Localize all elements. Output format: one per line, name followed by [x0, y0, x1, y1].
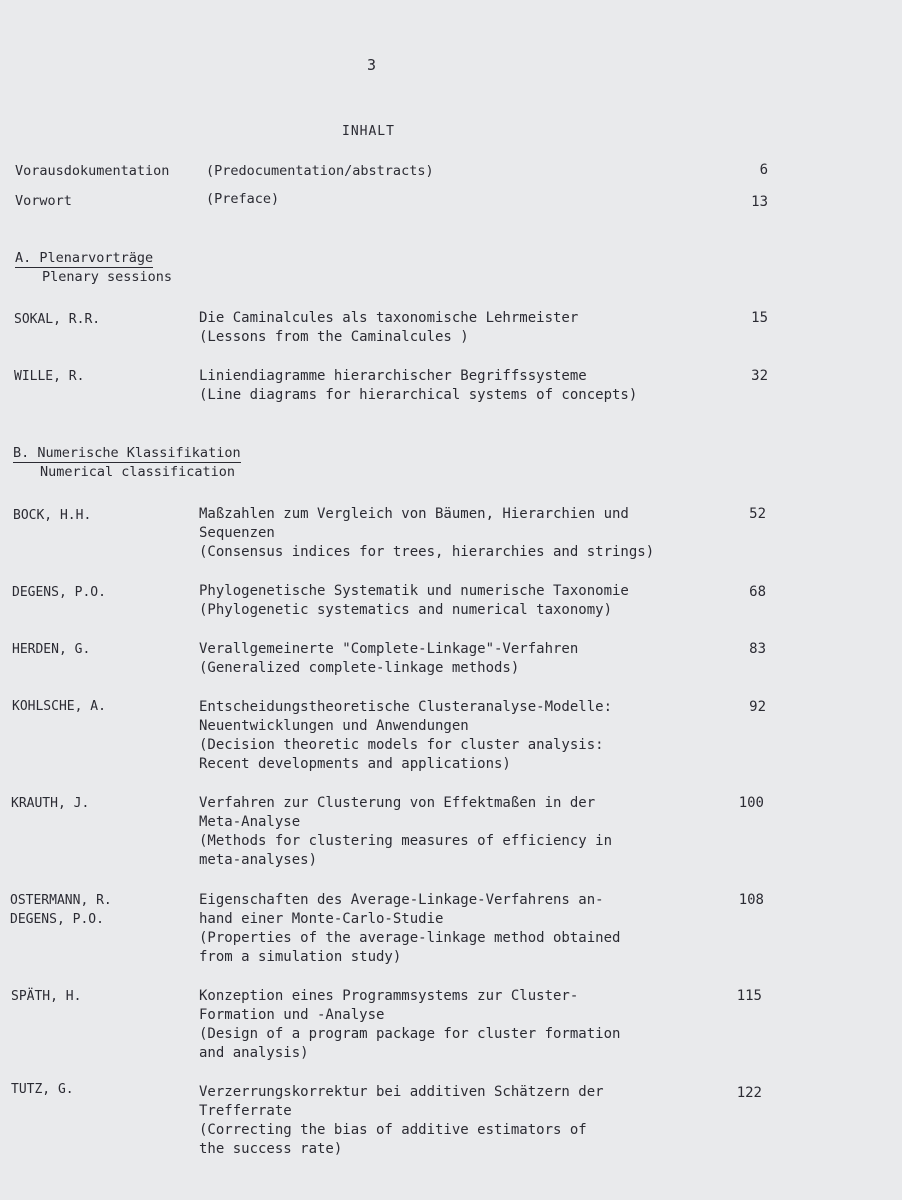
entry-title: [199, 891, 620, 967]
title-line: Liniendiagramme hierarchischer Begriffssysteme: [199, 368, 587, 384]
section-subtitle: Plenary sessions: [42, 269, 173, 285]
title-line: hand einer Monte-Carlo-Studie: [199, 911, 444, 927]
entry-author: SOKAL, R.R.: [14, 312, 101, 327]
section-title: B. Numerische Klassifikation: [13, 445, 241, 461]
title-line: (Methods for clustering measures of efficiency in: [199, 833, 613, 849]
title-line: Konzeption eines Programmsystems zur Cluster-: [199, 988, 579, 1004]
toc-front-de: Vorausdokumentation: [15, 163, 170, 179]
entry-author: BOCK, H.H.: [13, 508, 92, 523]
entry-author: KRAUTH, J.: [11, 796, 90, 811]
entry-author: WILLE, R.: [14, 369, 85, 384]
page-number: 3: [367, 56, 377, 74]
title-line: (Line diagrams for hierarchical systems of concepts): [199, 387, 638, 403]
title-line: Eigenschaften des Average-Linkage-Verfahrens an-: [199, 892, 604, 908]
entry-title: [199, 582, 629, 620]
title-line: (Properties of the average-linkage method obtained: [199, 930, 621, 946]
entry-title: [199, 987, 620, 1063]
entry-author: SPÄTH, H.: [11, 989, 82, 1004]
title-line: Trefferrate: [199, 1103, 292, 1119]
toc-page-number: 83: [749, 641, 766, 657]
author-line: DEGENS, P.O.: [10, 912, 104, 927]
entry-author: KOHLSCHE, A.: [12, 699, 106, 714]
title-line: Sequenzen: [199, 525, 275, 541]
entry-title: [199, 1083, 604, 1159]
toc-page-number: 108: [738, 892, 764, 908]
toc-front-en: (Predocumentation/abstracts): [206, 163, 434, 179]
section-heading: [15, 249, 172, 287]
toc-page-number: 52: [749, 506, 766, 522]
title-line: Meta-Analyse: [199, 814, 301, 830]
title-line: Recent developments and applications): [199, 756, 511, 772]
toc-page-number: 115: [736, 988, 762, 1004]
entry-title: [199, 794, 612, 870]
toc-page-number: 15: [751, 310, 768, 326]
section-heading: [13, 444, 241, 482]
entry-author: TUTZ, G.: [11, 1082, 74, 1097]
title-line: Phylogenetische Systematik und numerische Taxonomie: [199, 583, 629, 599]
title-line: Maßzahlen zum Vergleich von Bäumen, Hierarchien und: [199, 506, 629, 522]
toc-page-number: 32: [751, 368, 768, 384]
entry-author: [10, 891, 112, 929]
toc-heading: INHALT: [342, 124, 395, 139]
title-line: the success rate): [199, 1141, 343, 1157]
entry-title: [199, 309, 578, 347]
entry-title: [199, 505, 654, 562]
entry-title: [199, 698, 612, 774]
toc-front-en: (Preface): [206, 191, 280, 207]
title-line: Neuentwicklungen und Anwendungen: [199, 718, 469, 734]
author-line: OSTERMANN, R.: [10, 893, 112, 908]
toc-page-number: 100: [738, 795, 764, 811]
entry-author: HERDEN, G.: [12, 642, 91, 657]
title-line: (Correcting the bias of additive estimators of: [199, 1122, 587, 1138]
title-line: Entscheidungstheoretische Clusteranalyse-Modelle:: [199, 699, 613, 715]
toc-page-number: 122: [736, 1085, 762, 1101]
section-subtitle: Numerical classification: [40, 464, 236, 480]
title-line: (Design of a program package for cluster formation: [199, 1026, 621, 1042]
title-line: (Decision theoretic models for cluster analysis:: [199, 737, 604, 753]
entry-title: [199, 367, 637, 405]
title-line: Verallgemeinerte "Complete-Linkage"-Verfahren: [199, 641, 579, 657]
toc-front-de: Vorwort: [15, 193, 72, 209]
title-line: Die Caminalcules als taxonomische Lehrmeister: [199, 310, 579, 326]
entry-author: DEGENS, P.O.: [12, 585, 106, 600]
title-line: (Lessons from the Caminalcules ): [199, 329, 469, 345]
toc-page-number: 6: [759, 162, 768, 178]
toc-page-number: 68: [749, 584, 766, 600]
toc-page-number: 92: [749, 699, 766, 715]
toc-page-number: 13: [751, 194, 768, 210]
title-line: (Phylogenetic systematics and numerical taxonomy): [199, 602, 613, 618]
title-line: Formation und -Analyse: [199, 1007, 385, 1023]
title-line: from a simulation study): [199, 949, 402, 965]
entry-title: [199, 640, 578, 678]
section-title: A. Plenarvorträge: [15, 250, 154, 266]
title-line: Verfahren zur Clusterung von Effektmaßen in der: [199, 795, 596, 811]
title-line: (Consensus indices for trees, hierarchies and strings): [199, 544, 655, 560]
title-line: (Generalized complete-linkage methods): [199, 660, 520, 676]
title-line: Verzerrungskorrektur bei additiven Schätzern der: [199, 1084, 604, 1100]
title-line: and analysis): [199, 1045, 309, 1061]
title-line: meta-analyses): [199, 852, 318, 868]
